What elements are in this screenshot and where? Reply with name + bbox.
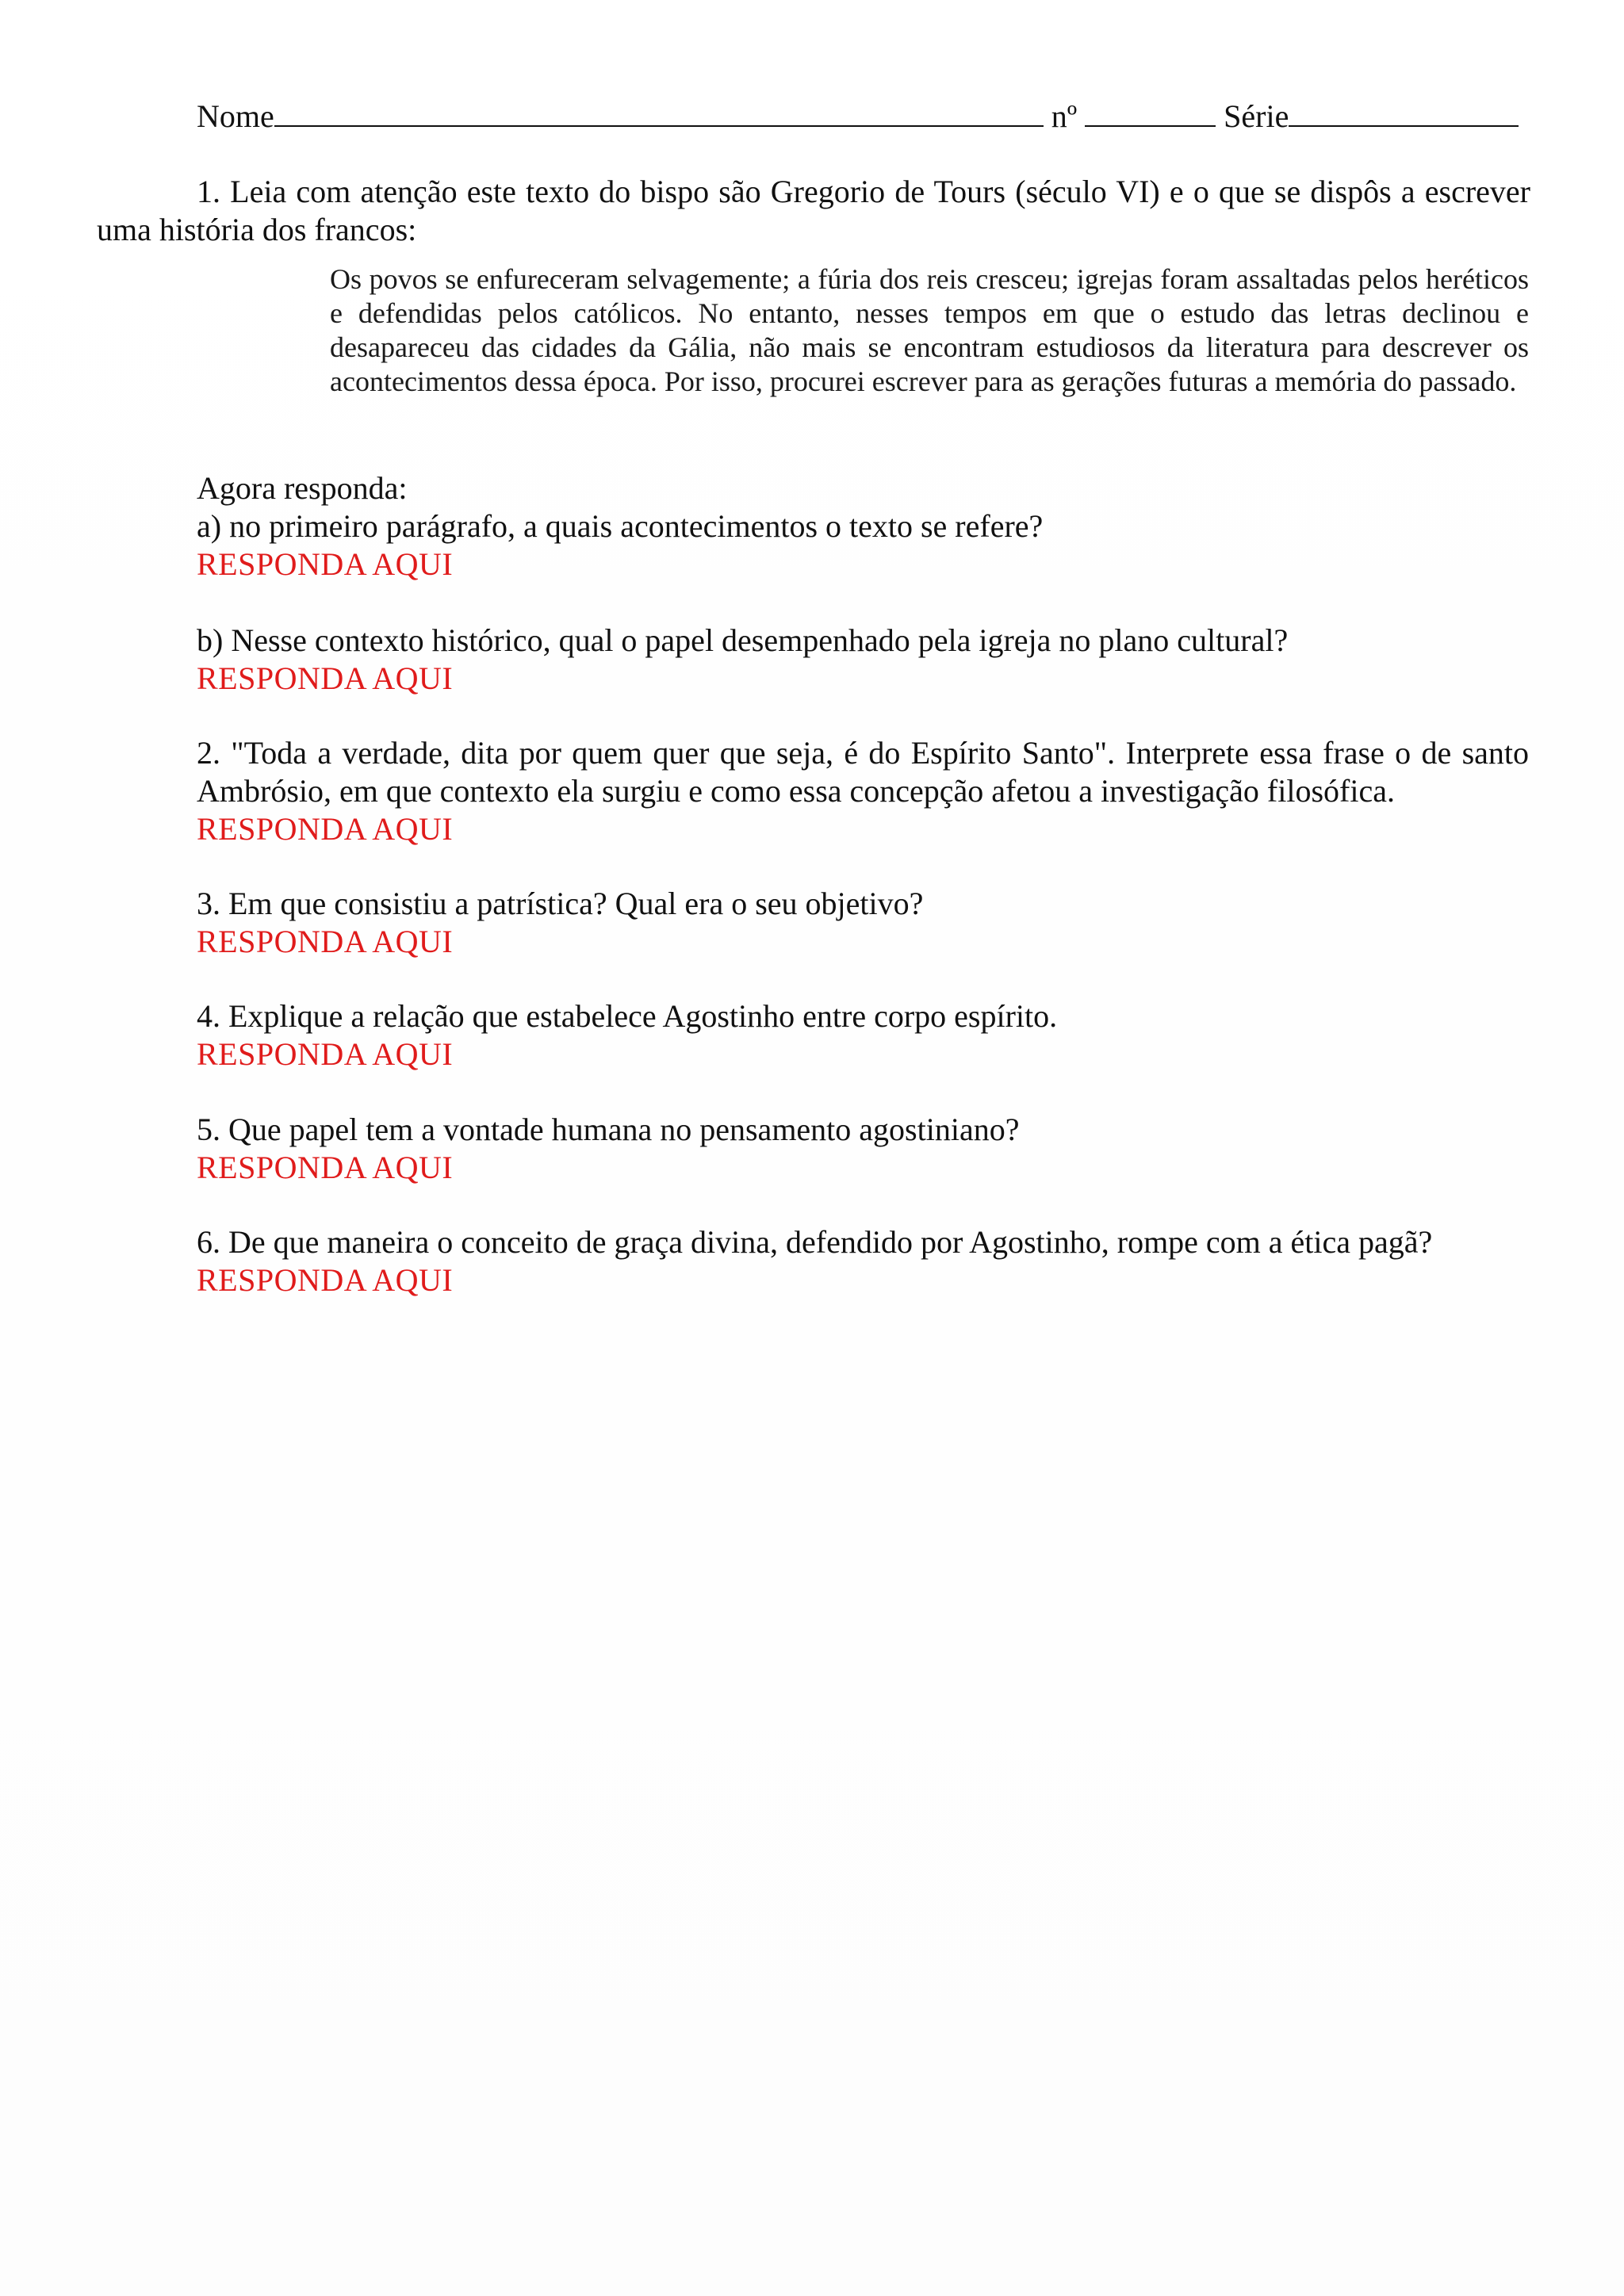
question-4-block: [197, 997, 1529, 1073]
question-1-intro: 1. Leia com atenção este texto do bispo são Gregorio de Tours (século VI) e o que se dispôs a escrever uma história dos francos:: [97, 174, 1530, 247]
question-1-subquestions: [197, 469, 1529, 584]
answer-3[interactable]: RESPONDA AQUI: [197, 924, 454, 959]
question-3: 3. Em que consistiu a patrística? Qual era o seu objetivo?: [197, 886, 924, 921]
answer-5[interactable]: RESPONDA AQUI: [197, 1150, 454, 1185]
series-label: Série: [1224, 98, 1289, 134]
name-label: Nome: [197, 98, 274, 134]
question-6-block: [197, 1223, 1529, 1299]
question-1b: b) Nesse contexto histórico, qual o papel desempenhado pela igreja no plano cultural?: [197, 622, 1289, 658]
name-blank[interactable]: [274, 94, 1044, 127]
question-4: 4. Explique a relação que estabelece Agostinho entre corpo espírito.: [197, 998, 1058, 1034]
question-5: 5. Que papel tem a vontade humana no pensamento agostiniano?: [197, 1112, 1020, 1147]
question-1a: a) no primeiro parágrafo, a quais acontecimentos o texto se refere?: [197, 508, 1044, 544]
number-blank[interactable]: [1085, 94, 1216, 127]
question-5-block: [197, 1111, 1529, 1187]
question-2-block: [197, 734, 1529, 848]
quote-gregorio-de-tours: Os povos se enfureceram selvagemente; a fúria dos reis cresceu; igrejas foram assaltadas pelos heréticos e defendidas pelos católicos. No entanto, nesses tempos em que o estudo das letras declinou e desapareceu das cidades da Gália, não mais se encontram estudiosos da literatura para descrever os acontecimentos dessa época. Por isso, procurei escrever para as gerações futuras a memória do passado.: [330, 263, 1529, 397]
answer-4[interactable]: RESPONDA AQUI: [197, 1036, 454, 1072]
question-2: 2. "Toda a verdade, dita por quem quer que seja, é do Espírito Santo". Interprete essa frase o de santo Ambrósio, em que contexto ela surgiu e como essa concepção afetou a investigação filosófica.: [197, 735, 1529, 809]
prompt-agora-responda: Agora responda:: [197, 470, 408, 506]
answer-2[interactable]: RESPONDA AQUI: [197, 811, 454, 847]
question-1b-block: [197, 622, 1529, 698]
student-info-header: [197, 94, 1529, 139]
number-label: nº: [1051, 98, 1078, 134]
answer-1a[interactable]: RESPONDA AQUI: [197, 546, 454, 582]
answer-6[interactable]: RESPONDA AQUI: [197, 1262, 454, 1298]
question-6: 6. De que maneira o conceito de graça divina, defendido por Agostinho, rompe com a ética pagã?: [197, 1224, 1433, 1260]
series-blank[interactable]: [1289, 94, 1519, 127]
answer-1b[interactable]: RESPONDA AQUI: [197, 660, 454, 696]
question-3-block: [197, 885, 1529, 961]
